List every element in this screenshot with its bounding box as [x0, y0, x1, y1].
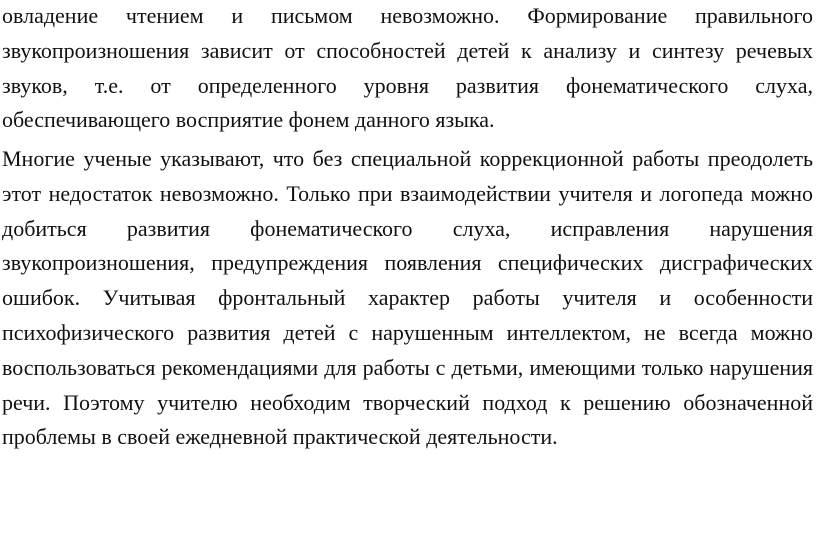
paragraph-1: овладение чтением и письмом невозможно. Формирование правильного звукопроизношения зависит от способностей детей к анализу и синтезу речевых звуков, т.е. от определенного уровня развития фонематического слуха, обеспечивающего восприятие фонем данного языка.	[2, 3, 813, 133]
paragraph-2: Многие ученые указывают, что без специальной коррекционной работы преодолеть этот недостаток невозможно. Только при взаимодействии учителя и логопеда можно добиться развития фонематического слуха, исправления нарушения звукопроизношения, предупреждения появления специфических дисграфических ошибок. Учитывая фронтальный характер работы учителя и особенности психофизического развития детей с нарушенным интеллектом, не всегда можно воспользоваться рекомендациями для работы с детьми, имеющими только нарушения речи. Поэтому учителю необходим творческий подход к решению обозначенной проблемы в своей ежедневной практической деятельности.	[2, 146, 813, 450]
